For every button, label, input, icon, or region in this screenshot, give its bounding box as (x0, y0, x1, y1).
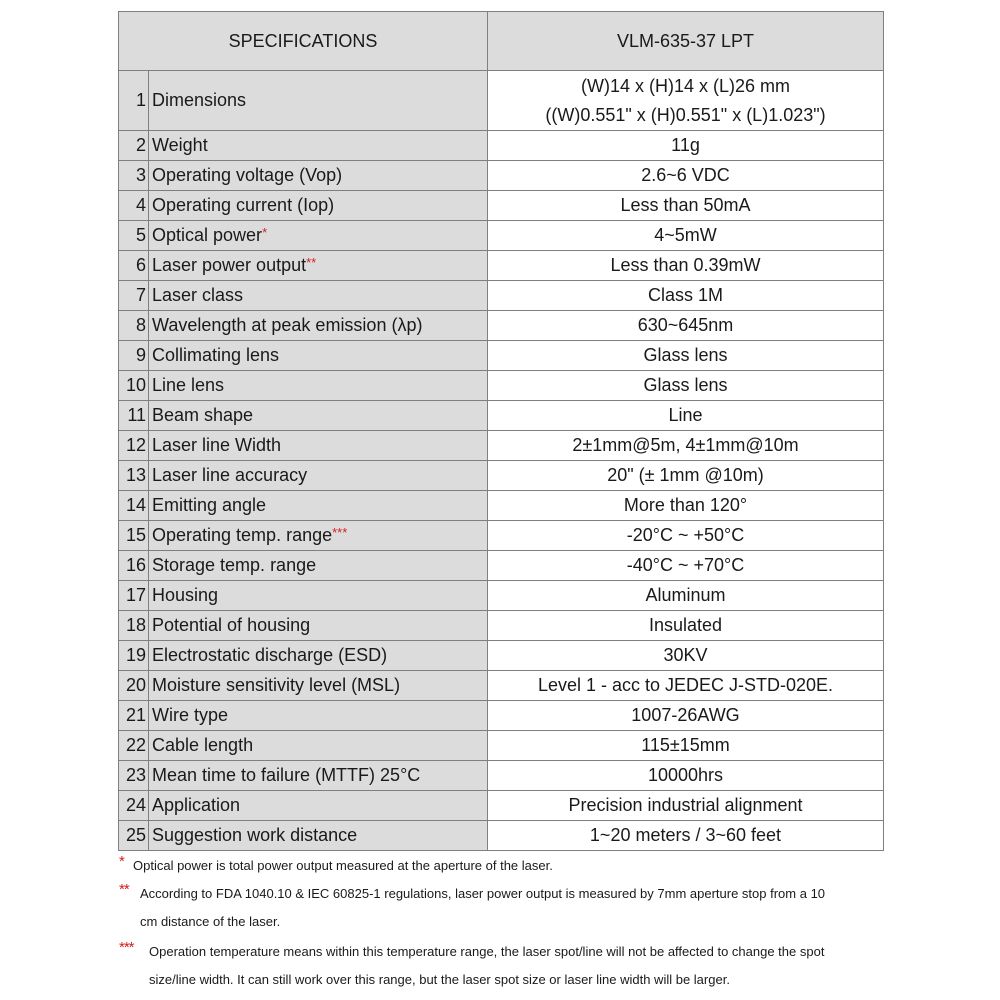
table-row (119, 611, 884, 641)
row-label-text: Laser power output (152, 255, 307, 275)
row-label-text: Optical power (152, 225, 263, 245)
footnote-mark: *** (332, 525, 348, 540)
row-number: 7 (119, 281, 149, 311)
table-row (119, 791, 884, 821)
table-row (119, 431, 884, 461)
table-row (119, 131, 884, 161)
row-number: 10 (119, 371, 149, 401)
footnotes (118, 852, 888, 994)
table-row (119, 461, 884, 491)
row-label (149, 521, 488, 551)
row-value: Aluminum (488, 581, 884, 611)
row-number: 9 (119, 341, 149, 371)
table-header-row (119, 12, 884, 71)
row-number: 3 (119, 161, 149, 191)
footnote-mark: *** (119, 939, 134, 956)
row-value (488, 71, 884, 131)
table-row (119, 641, 884, 671)
footnote-mark: * (262, 225, 268, 240)
row-number: 11 (119, 401, 149, 431)
row-value: -40°C ~ +70°C (488, 551, 884, 581)
row-value: 2±1mm@5m, 4±1mm@10m (488, 431, 884, 461)
table-row (119, 701, 884, 731)
row-number: 4 (119, 191, 149, 221)
table-row (119, 311, 884, 341)
row-label: Cable length (149, 731, 488, 761)
table-row (119, 161, 884, 191)
row-value: Glass lens (488, 371, 884, 401)
row-label: Electrostatic discharge (ESD) (149, 641, 488, 671)
row-number: 2 (119, 131, 149, 161)
row-number: 5 (119, 221, 149, 251)
row-value: Insulated (488, 611, 884, 641)
row-label: Laser line accuracy (149, 461, 488, 491)
row-value: More than 120° (488, 491, 884, 521)
table-row (119, 821, 884, 851)
table-row (119, 371, 884, 401)
row-value: 11g (488, 131, 884, 161)
footnote-text: Operation temperature means within this temperature range, the laser spot/line will not be affected to change the spot (149, 944, 825, 959)
row-number: 6 (119, 251, 149, 281)
row-label (149, 221, 488, 251)
row-label: Beam shape (149, 401, 488, 431)
row-label: Operating current (Iop) (149, 191, 488, 221)
footnote-optical-power (118, 852, 888, 880)
table-row (119, 731, 884, 761)
row-number: 14 (119, 491, 149, 521)
row-label: Wavelength at peak emission (λp) (149, 311, 488, 341)
table-row (119, 581, 884, 611)
footnote-text: According to FDA 1040.10 & IEC 60825-1 regulations, laser power output is measured by 7mm aperture stop from a 10 (140, 886, 826, 901)
row-number: 15 (119, 521, 149, 551)
row-number: 21 (119, 701, 149, 731)
row-label: Collimating lens (149, 341, 488, 371)
footnote-mark: ** (306, 255, 317, 270)
footnote-mark: ** (119, 881, 129, 898)
row-number: 23 (119, 761, 149, 791)
row-number: 13 (119, 461, 149, 491)
row-label: Suggestion work distance (149, 821, 488, 851)
table-row (119, 71, 884, 131)
footnote-mark: * (119, 853, 124, 870)
row-value: 20" (± 1mm @10m) (488, 461, 884, 491)
row-value: 30KV (488, 641, 884, 671)
dimensions-imperial: ((W)0.551" x (H)0.551" x (L)1.023") (545, 104, 826, 125)
row-label: Moisture sensitivity level (MSL) (149, 671, 488, 701)
row-number: 16 (119, 551, 149, 581)
row-label: Wire type (149, 701, 488, 731)
footnote-text-continued: cm distance of the laser. (140, 914, 281, 929)
row-number: 18 (119, 611, 149, 641)
table-row (119, 401, 884, 431)
row-number: 1 (119, 71, 149, 131)
row-label: Weight (149, 131, 488, 161)
row-number: 19 (119, 641, 149, 671)
row-value: Less than 50mA (488, 191, 884, 221)
row-label: Dimensions (149, 71, 488, 131)
row-label (149, 251, 488, 281)
row-label: Emitting angle (149, 491, 488, 521)
dimensions-metric: (W)14 x (H)14 x (L)26 mm (580, 75, 791, 96)
row-number: 8 (119, 311, 149, 341)
row-value: Class 1M (488, 281, 884, 311)
row-label: Mean time to failure (MTTF) 25°C (149, 761, 488, 791)
row-value: 10000hrs (488, 761, 884, 791)
header-model: VLM-635-37 LPT (488, 12, 884, 71)
row-number: 20 (119, 671, 149, 701)
table-row (119, 281, 884, 311)
row-value: -20°C ~ +50°C (488, 521, 884, 551)
row-number: 22 (119, 731, 149, 761)
row-number: 17 (119, 581, 149, 611)
row-label: Line lens (149, 371, 488, 401)
footnote-text: Optical power is total power output measured at the aperture of the laser. (133, 858, 553, 873)
row-value: 1~20 meters / 3~60 feet (488, 821, 884, 851)
specifications-table (118, 11, 884, 851)
row-number: 24 (119, 791, 149, 821)
row-value: 630~645nm (488, 311, 884, 341)
row-value: Line (488, 401, 884, 431)
row-label: Laser class (149, 281, 488, 311)
row-value: Level 1 - acc to JEDEC J-STD-020E. (488, 671, 884, 701)
row-label: Operating voltage (Vop) (149, 161, 488, 191)
row-value: 115±15mm (488, 731, 884, 761)
row-value: Less than 0.39mW (488, 251, 884, 281)
footnote-text-continued: size/line width. It can still work over this range, but the laser spot size or laser line width will be larger. (149, 972, 730, 987)
table-row (119, 761, 884, 791)
footnote-operating-temp (118, 938, 888, 994)
row-value: 4~5mW (488, 221, 884, 251)
header-specifications: SPECIFICATIONS (119, 12, 488, 71)
footnote-laser-power-output (118, 880, 888, 936)
table-row (119, 341, 884, 371)
table-row (119, 551, 884, 581)
table-row (119, 491, 884, 521)
row-value: 2.6~6 VDC (488, 161, 884, 191)
table-row (119, 191, 884, 221)
row-value: Glass lens (488, 341, 884, 371)
table-row (119, 221, 884, 251)
table-row (119, 521, 884, 551)
row-label: Storage temp. range (149, 551, 488, 581)
table-row (119, 671, 884, 701)
table-row (119, 251, 884, 281)
row-label: Application (149, 791, 488, 821)
row-label-text: Operating temp. range (152, 525, 333, 545)
row-number: 25 (119, 821, 149, 851)
row-value: Precision industrial alignment (488, 791, 884, 821)
row-value: 1007-26AWG (488, 701, 884, 731)
row-label: Housing (149, 581, 488, 611)
row-label: Laser line Width (149, 431, 488, 461)
row-number: 12 (119, 431, 149, 461)
row-label: Potential of housing (149, 611, 488, 641)
